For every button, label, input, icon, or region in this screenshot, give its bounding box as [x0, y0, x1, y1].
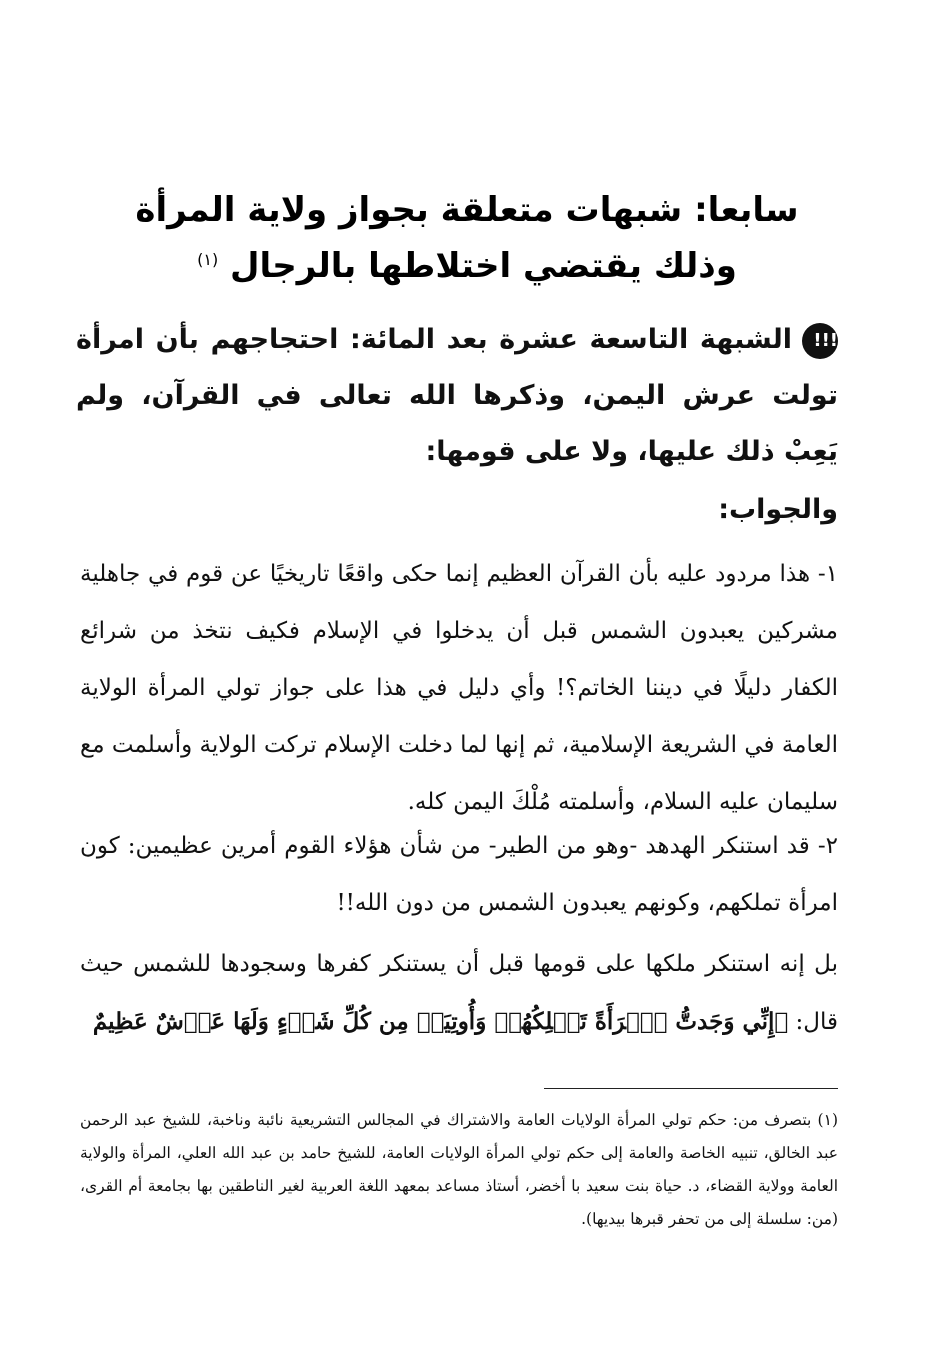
footnote-divider — [544, 1088, 838, 1089]
doubt-text: الشبهة التاسعة عشرة بعد المائة: احتجاجهم بأن امرأة تولت عرش اليمن، وذكرها الله تعالى في القرآن، ولم يَعِبْ ذلك عليها، ولا على قومها: — [76, 324, 838, 467]
footnote-reference: (١) — [197, 250, 219, 269]
answer-heading: والجواب: — [718, 494, 838, 525]
quran-verse: ﴿إِنِّي وَجَدتُّ ٱمۡرَأَةً تَمۡلِكُهُمۡ وَأُوتِيَتۡ مِن كُلِّ شَيۡءٍ وَلَهَا عَرۡشٌ عَظِيمٌ — [92, 1008, 789, 1035]
exclamation-icon: !!! — [802, 323, 838, 359]
answer-paragraph-3 — [80, 936, 838, 1051]
answer-paragraph-3-text: بل إنه استنكر ملكها على قومها قبل أن يستنكر كفرها وسجودها للشمس حيث قال: — [80, 951, 838, 1035]
chapter-title-line-1: سابعا: شبهات متعلقة بجواز ولاية المرأة — [135, 190, 799, 230]
chapter-title-line-2-text: وذلك يقتضي اختلاطها بالرجال — [230, 246, 737, 286]
answer-paragraph-1: ١- هذا مردود عليه بأن القرآن العظيم إنما حكى واقعًا تاريخيًا عن قوم في جاهلية مشركين يعبدون الشمس قبل أن يدخلوا في الإسلام فكيف نتخذ من شرائع الكفار دليلًا في ديننا الخاتم؟! وأي دليل في هذا على جواز تولي المرأة الولاية العامة في الشريعة الإسلامية، ثم إنها لما دخلت الإسلام تركت الولاية وأسلمت مع سليمان عليه السلام، وأسلمته مُلْكَ اليمن كله. — [80, 561, 838, 815]
chapter-title — [60, 182, 874, 294]
footnote-text: (١) بتصرف من: حكم تولي المرأة الولايات العامة والاشتراك في المجالس التشريعية نائبة وناخبة، للشيخ عبد الرحمن عبد الخالق، تنبيه الخاصة والعامة إلى حكم تولي المرأة الولايات العامة، للشيخ حامد بن عبد الله العلي، المرأة والولاية العامة وولاية القضاء، د. حياة بنت سعيد با أخضر، أستاذ مساعد بمعهد اللغة العربية لغير الناطقين بها بجامعة أم القرى، (من: سلسلة إلى من تحفر قبرها بيديها). — [80, 1111, 838, 1228]
answer-paragraph-2: ٢- قد استنكر الهدهد -وهو من الطير- من شأن هؤلاء القوم أمرين عظيمين: كون امرأة تملكهم، وكونهم يعبدون الشمس من دون الله!! — [80, 833, 838, 916]
chapter-title-line-2 — [60, 238, 874, 294]
doubt-statement — [76, 312, 838, 480]
